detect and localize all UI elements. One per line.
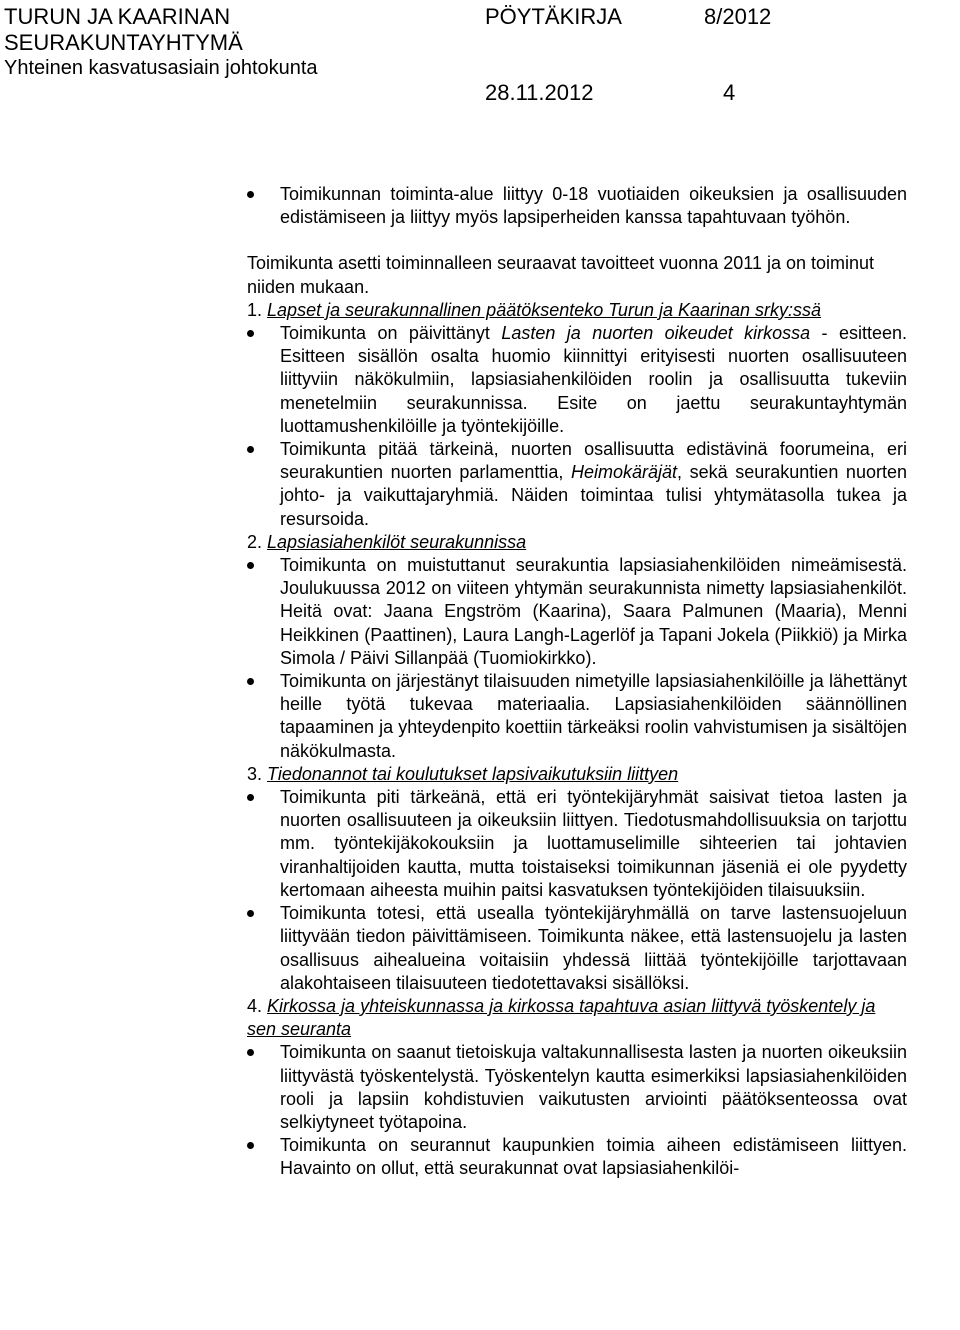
list-item-text-before: Toimikunta on päivittänyt [280,323,502,344]
section-bullet-list [247,786,907,995]
intro-paragraph: Toimikunta asetti toiminnalleen seuraavat tavoitteet vuonna 2011 ja on toiminut niiden mukaan. [247,253,875,297]
list-item-text-before: Toimikunta totesi, että usealla työntekijäryhmällä on tarve lastensuojeluun liittyvään tiedon päivittämiseen. Toimikunta näkee, että lastensuojelu ja lasten osallisuus aihealueina voitaisiin yhdessä liittää työntekijöille tarjottavaan alakohtaiseen tilaisuuteen tiedotettavaksi sisällöksi. [280,903,907,993]
list-item-text-before: Toimikunta piti tärkeänä, että eri työntekijäryhmät saisivat tietoa lasten ja nuorten osallisuuteen ja oikeuksiin liittyen. Tiedotusmahdollisuuksia on tarjottu mm. työntekijäkokouksiin ja luottamuselimille sihteerien tai johtavien viranhaltijoiden kautta, mutta toistaiseksi toimikunnan jäseniä ei ole pyydetty kertomaan aiheesta muihin paitsi kasvatuksen työntekijöiden tilaisuuksiin. [280,787,907,900]
list-item-text-before: Toimikunta pitää tärkeinä, nuorten osallisuutta edistävinä foorumeina, eri seurakuntien nuorten parlamenttia, [280,439,907,483]
section-heading [247,299,907,322]
list-item [247,438,907,531]
section-number: 2. [247,531,263,552]
list-item-text-after: - esitteen. Esitteen sisällön osalta huomio kiinnittyi erityisesti nuorten osallisuuteen liittyviin näkökulmiin, lapsiasiahenkilöiden roolin ja osallisuutta tukeviin menetelmiin seurakunnissa. Esite on jaettu seurakuntayhtymän luottamushenkilöille ja työntekijöille. [280,323,907,436]
document-body [247,183,907,1181]
org-name-line2: SEURAKUNTAYHTYMÄ [4,30,243,55]
section-heading [247,531,907,554]
section-number: 1. [247,299,263,320]
section-title: Lapsiasiahenkilöt seurakunnissa [267,531,527,552]
meeting-date: 28.11.2012 [485,80,594,105]
section-title: Lapset ja seurakunnallinen päätöksenteko Turun ja Kaarinan srky:ssä [267,299,822,320]
section-bullet-list [247,322,907,531]
list-item-text-italic: Heimokäräjät [570,462,678,483]
section-heading [247,995,907,1041]
section-heading [247,763,907,786]
list-item-text-before: Toimikunta on muistuttanut seurakuntia lapsiasiahenkilöiden nimeämisestä. Joulukuussa 2012 on viiteen yhtymän seurakunnista nimetty lapsiasiahenkilöt. Heitä ovat: Jaana Engström (Kaarina), Saara Palmunen (Maaria), Menni Heikkinen (Paattinen), Laura Langh-Lagerlöf ja Tapani Jokela (Piikkiö) ja Mirka Simola / Päivi Sillanpää (Tuomiokirkko). [280,555,907,668]
list-item [247,786,907,902]
section-title: Kirkossa ja yhteiskunnassa ja kirkossa tapahtuva asian liittyvä työskentely ja sen seuranta [247,995,876,1040]
org-name-line1: TURUN JA KAARINAN [4,4,231,29]
list-item [247,902,907,995]
list-item [247,1041,907,1134]
list-item [247,554,907,670]
list-item-text-after: , sekä seurakuntien nuorten johto- ja vaikuttajaryhmiä. Näiden toimintaa tulisi yhtymätasolla tukea ja resursoida. [280,462,907,529]
list-item-text-before: Toimikunta on saanut tietoiskuja valtakunnallisesta lasten ja nuorten oikeuksiin liittyvästä työskentelystä. Työskentelyn kautta esimerkiksi lapsiasiahenkilöiden rooli ja lapsiin kohdistuvien vaikutusten arviointi päätöksenteossa ovat selkiytyneet työtapoina. [280,1042,907,1132]
list-item-text-before: Toimikunta on järjestänyt tilaisuuden nimetyille lapsiasiahenkilöille ja lähettänyt heille työtä tukevaa materiaalia. Lapsiasiahenkilöiden säännöllinen tapaaminen ja yhteydenpito koettiin tärkeäksi roolin vahvistumisen ja sisältöjen näkökulmasta. [280,671,907,761]
section-number: 4. [247,995,263,1016]
doc-type: PÖYTÄKIRJA [485,4,622,29]
section-number: 3. [247,763,263,784]
intro-list [247,183,907,229]
section-bullet-list [247,1041,907,1180]
org-committee: Yhteinen kasvatusasiain johtokunta [4,57,318,79]
section-title: Tiedonannot tai koulutukset lapsivaikutuksiin liittyen [267,763,679,784]
sections [247,299,907,1181]
section-bullet-list [247,554,907,763]
intro-bullet: Toimikunnan toiminta-alue liittyy 0-18 vuotiaiden oikeuksien ja osallisuuden edistämiseen ja liittyy myös lapsiperheiden kanssa tapahtuvaan työhön. [247,183,907,229]
list-item-text-before: Toimikunta on seurannut kaupunkien toimia aiheen edistämiseen liittyen. Havainto on ollut, että seurakunnat ovat lapsiasiahenkilöi- [280,1135,907,1179]
doc-number: 8/2012 [704,4,772,29]
list-item [247,322,907,438]
list-item-text-italic: Lasten ja nuorten oikeudet kirkossa [501,323,811,344]
page-number: 4 [723,80,736,105]
list-item [247,670,907,763]
list-item [247,1134,907,1180]
